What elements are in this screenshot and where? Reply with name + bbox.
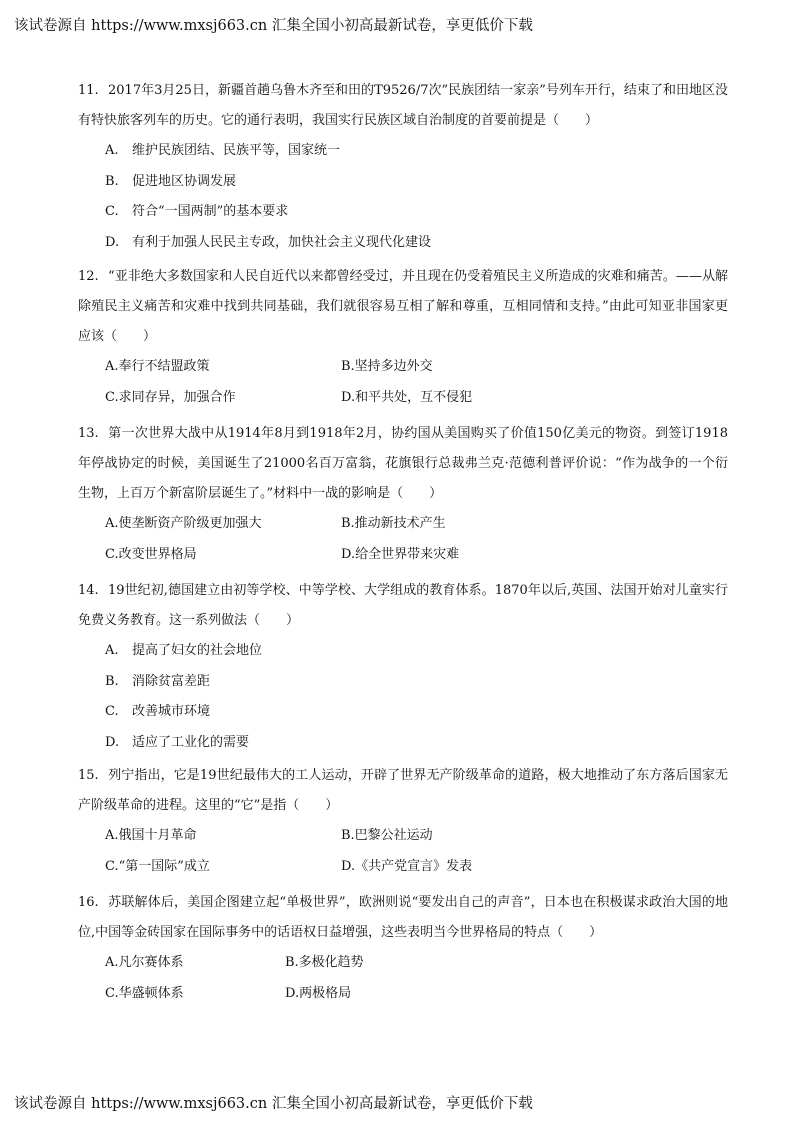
option-row: [78, 540, 728, 571]
option-row: [78, 948, 728, 979]
option-row: [78, 821, 728, 852]
option-a: A.使垄断资产阶级更加强大: [105, 516, 262, 531]
option-a: A.凡尔赛体系: [105, 955, 184, 970]
question-13: [78, 419, 728, 570]
question-number: 15.: [78, 768, 99, 783]
question-12: [78, 262, 728, 413]
option-b: B.多极化趋势: [285, 955, 364, 970]
question-text: 列宁指出，它是19世纪最伟大的工人运动，开辟了世界无产阶级革命的道路，极大地推动了东方落后国家无产阶级革命的进程。这里的“它”是指（ ）: [78, 768, 728, 813]
option-d: D. 有利于加强人民民主专政，加快社会主义现代化建设: [105, 234, 432, 250]
option-d: D.两极格局: [285, 985, 352, 1001]
option-d: D.给全世界带来灾难: [341, 546, 460, 562]
option-row: [78, 979, 728, 1010]
option-b: B.推动新技术产生: [341, 516, 446, 531]
question-text: 19世纪初,德国建立由初等学校、中等学校、大学组成的教育体系。1870年以后,英国、法国开始对儿童实行免费义务教育。这一系列做法（ ）: [78, 583, 728, 628]
footer-banner: 该试卷源自 https://www.mxsj663.cn 汇集全国小初高最新试卷，享更低价下载: [14, 1096, 533, 1112]
option-d: D.《共产党宣言》发表: [341, 858, 473, 874]
question-number: 14.: [78, 583, 99, 598]
question-16: [78, 888, 728, 1009]
question-number: 12.: [78, 269, 99, 284]
option-c: C.求同存异，加强合作: [105, 389, 236, 405]
option-c: C. 符合“一国两制”的基本要求: [105, 204, 289, 219]
question-stem: [78, 576, 728, 636]
option-b: B. 促进地区协调发展: [105, 173, 237, 189]
question-stem: [78, 76, 728, 136]
option-b: B. 消除贫富差距: [105, 673, 211, 689]
option-b: B.坚持多边外交: [341, 359, 433, 374]
option-c: C. 改善城市环境: [105, 704, 211, 719]
question-15: [78, 761, 728, 882]
option-row: [78, 383, 728, 414]
question-stem: [78, 888, 728, 948]
header-banner: 该试卷源自 https://www.mxsj663.cn 汇集全国小初高最新试卷，享更低价下载: [14, 18, 533, 34]
question-number: 13.: [78, 426, 99, 441]
question-text: 苏联解体后，美国企图建立起“单极世界”，欧洲则说“要发出自己的声音”，日本也在积极谋求政治大国的地位,中国等金砖国家在国际事务中的话语权日益增强，这些表明当今世界格局的特点（ ）: [78, 895, 728, 940]
question-stem: [78, 761, 728, 821]
option-d: D.和平共处，互不侵犯: [341, 389, 473, 405]
question-number: 16.: [78, 895, 99, 910]
question-text: 第一次世界大战中从1914年8月到1918年2月，协约国从美国购买了价值150亿美元的物资。到签订1918年停战协定的时候，美国诞生了21000名百万富翁，花旗银行总裁弗兰克·范德利普评价说：“作为战争的一个衍生物，上百万个新富阶层诞生了。”材料中一战的影响是（ ）: [78, 426, 728, 501]
option-b: B.巴黎公社运动: [341, 828, 433, 843]
option-c: C.华盛顿体系: [105, 985, 184, 1001]
option-a: A. 维护民族团结、民族平等，国家统一: [105, 143, 341, 158]
option-c: C.“第一国际”成立: [105, 858, 210, 874]
option-a: A.奉行不结盟政策: [105, 359, 210, 374]
question-14: [78, 576, 728, 758]
question-number: 11.: [78, 83, 99, 98]
question-11: [78, 76, 728, 258]
question-stem: [78, 262, 728, 352]
option-row: [78, 852, 728, 883]
option-a: A. 提高了妇女的社会地位: [105, 643, 263, 658]
question-stem: [78, 419, 728, 509]
option-row: [78, 352, 728, 383]
question-text: “亚非绝大多数国家和人民自近代以来都曾经受过，并且现在仍受着殖民主义所造成的灾难和痛苦。——从解除殖民主义痛苦和灾难中找到共同基础，我们就很容易互相了解和尊重，互相同情和支持。”由此可知亚非国家更应该（ ）: [78, 269, 728, 344]
option-a: A.俄国十月革命: [105, 828, 197, 843]
question-text: 2017年3月25日，新疆首趟乌鲁木齐至和田的T9526/7次”民族团结一家亲”号列车开行，结束了和田地区没有特快旅客列车的历史。它的通行表明，我国实行民族区域自治制度的首要前提是（ ）: [78, 83, 728, 128]
option-row: [78, 509, 728, 540]
option-d: D. 适应了工业化的需要: [105, 734, 250, 750]
option-c: C.改变世界格局: [105, 546, 197, 562]
